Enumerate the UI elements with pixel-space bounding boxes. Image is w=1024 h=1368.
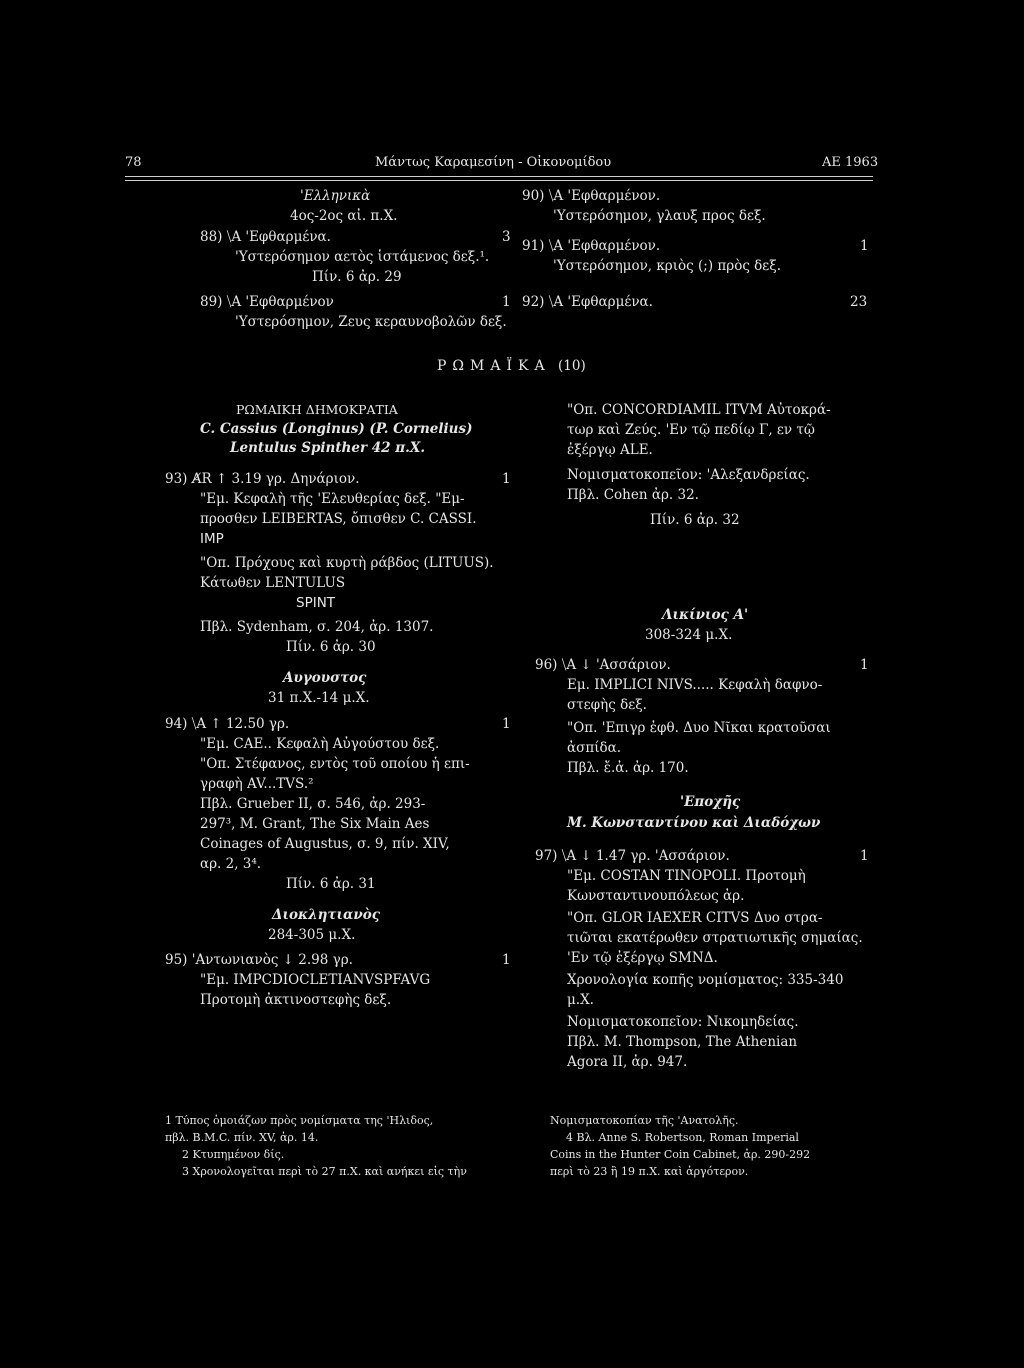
augustus-dates: 31 π.Χ.-14 μ.Χ. xyxy=(268,690,370,706)
page-number: 78 xyxy=(125,155,142,170)
entry-89-count: 1 xyxy=(502,294,511,310)
constantine-heading: Μ. Κωνσταντίνου καὶ Διαδόχων xyxy=(567,815,821,831)
header-rule-2 xyxy=(125,180,873,181)
licinius-heading: Λικίνιος Α' xyxy=(662,607,749,623)
entry-93-spint: SPINT xyxy=(296,595,336,611)
entry-97: 97) ⧹Α ↓ 1.47 γρ. 'Ασσάριον. xyxy=(535,848,730,864)
entry-88: 88) ⧹Α 'Εφθαρμένα. xyxy=(200,229,331,245)
entry-89: 89) ⧹Α 'Εφθαρμένον xyxy=(200,294,334,310)
running-head-journal: ΑΕ 1963 xyxy=(822,155,879,170)
footnote-3-cont: Νομισματοκοπίαν τῆς 'Ανατολῆς. xyxy=(550,1114,739,1127)
entry-93-imp: IMP xyxy=(200,531,224,547)
entry-95-reverse-2: τωρ καὶ Ζεύς. 'Εν τῷ πεδίῳ Γ, εν τῷ xyxy=(567,422,815,438)
moneyers-line2: Lentulus Spinther 42 π.Χ. xyxy=(230,440,426,456)
heading-ellinika: 'Ελληνικὰ xyxy=(300,188,371,204)
footnote-4-cont-2: περὶ τὸ 23 ἢ 19 π.Χ. καὶ ἀργότερον. xyxy=(550,1165,749,1178)
entry-94-count: 1 xyxy=(502,716,511,732)
entry-91-count: 1 xyxy=(860,238,869,254)
footnote-4: 4 Βλ. Anne S. Robertson, Roman Imperial xyxy=(566,1131,799,1144)
section-title: ΡΩΜΑΪΚΑ xyxy=(437,358,551,374)
period: 4ος-2ος αἰ. π.Χ. xyxy=(290,208,398,224)
entry-93-ref: Πβλ. Sydenham, σ. 204, ἀρ. 1307. xyxy=(200,619,434,635)
entry-96-obverse-2: στεφὴς δεξ. xyxy=(567,697,647,713)
entry-92-count: 23 xyxy=(850,294,868,310)
entry-94-ref-2: 297³, Μ. Grant, The Six Main Aes xyxy=(200,816,430,832)
entry-97-obverse-2: Κωνσταντινουπόλεως ἀρ. xyxy=(567,888,745,904)
entry-97-date-2: μ.Χ. xyxy=(567,992,594,1008)
diocletian-dates: 284-305 μ.Χ. xyxy=(268,927,356,943)
entry-94-ref-3: Coinages of Augustus, σ. 9, πίν. XIV, xyxy=(200,836,450,852)
entry-97-reverse: "Οπ. GLOR IAEXER CITVS Δυο στρα- xyxy=(567,910,823,926)
entry-96-count: 1 xyxy=(860,657,869,673)
entry-94-plate: Πίν. 6 ἀρ. 31 xyxy=(286,876,376,892)
entry-94-ref-4: αρ. 2, 3⁴. xyxy=(200,856,262,872)
entry-95-ref: Πβλ. Cohen ἀρ. 32. xyxy=(567,487,699,503)
entry-96: 96) ⧹Α ↓ 'Ασσάριον. xyxy=(535,657,671,673)
entry-91-line2: 'Υστερόσημον, κριὸς (;) πρὸς δεξ. xyxy=(553,258,782,274)
footnote-1-cont: πβλ. B.M.C. πίν. XV, ἀρ. 14. xyxy=(165,1131,319,1144)
footnote-3: 3 Χρονολογεῖται περὶ τὸ 27 π.Χ. καὶ ανήκει εἰς τὴν xyxy=(182,1165,467,1178)
entry-96-reverse-2: ἀσπίδα. xyxy=(567,740,622,756)
entry-93: 93) Α̸R ↑ 3.19 γρ. Δηνάριον. xyxy=(165,471,360,487)
republic-heading: ΡΩΜΑΙΚΗ ΔΗΜΟΚΡΑΤΙΑ xyxy=(236,402,398,417)
header-rule xyxy=(125,176,873,177)
entry-95-obverse-2: Προτομὴ ἀκτινοστεφὴς δεξ. xyxy=(200,992,392,1008)
entry-94-ref: Πβλ. Grueber II, σ. 546, ἀρ. 293- xyxy=(200,796,426,812)
entry-95-plate: Πίν. 6 ἀρ. 32 xyxy=(650,512,740,528)
entry-96-obverse: Εμ. IMPLICI NIVS..... Κεφαλὴ δαφνο- xyxy=(567,677,823,693)
entry-93-plate: Πίν. 6 ἀρ. 30 xyxy=(286,639,376,655)
section-count: (10) xyxy=(558,358,586,374)
entry-94-obverse: "Εμ. CAE.. Κεφαλὴ Αὐγούστου δεξ. xyxy=(200,736,440,752)
entry-88-plate: Πίν. 6 ἀρ. 29 xyxy=(312,269,402,285)
entry-90-line2: 'Υστερόσημον, γλαυξ προς δεξ. xyxy=(553,208,766,224)
entry-97-ref-2: Agora II, ἀρ. 947. xyxy=(567,1054,688,1070)
footnote-1: 1 Τύπος ὁμοιάζων πρὸς νομίσματα της 'Ηλιδος, xyxy=(165,1114,434,1127)
entry-95-reverse-3: ἐξέργῳ ALE. xyxy=(567,442,653,458)
entry-88-count: 3 xyxy=(502,229,511,245)
entry-93-count: 1 xyxy=(502,471,511,487)
entry-93-reverse-2: Κάτωθεν LENTULUS xyxy=(200,575,346,591)
entry-97-ref: Πβλ. Μ. Thompson, The Athenian xyxy=(567,1034,798,1050)
entry-90: 90) ⧹Α 'Εφθαρμένον. xyxy=(522,188,661,204)
entry-93-obverse-2: προσθεν LEIBERTAS, ὄπισθεν C. CASSI. xyxy=(200,511,477,527)
footnote-4-cont: Coins in the Hunter Coin Cabinet, ἀρ. 290-292 xyxy=(550,1148,811,1161)
entry-97-date: Χρονολογία κοπῆς νομίσματος: 335-340 xyxy=(567,972,844,988)
footnote-2: 2 Κτυπημένον δίς. xyxy=(182,1148,285,1161)
entry-94: 94) ⧹Α ↑ 12.50 γρ. xyxy=(165,716,290,732)
entry-92: 92) ⧹Α 'Εφθαρμένα. xyxy=(522,294,653,310)
moneyers-line1: C. Cassius (Longinus) (P. Cornelius) xyxy=(200,421,473,437)
entry-96-ref: Πβλ. ἔ.ἀ. ἀρ. 170. xyxy=(567,760,689,776)
licinius-dates: 308-324 μ.Χ. xyxy=(645,627,733,643)
entry-91: 91) ⧹Α 'Εφθαρμένον. xyxy=(522,238,661,254)
entry-97-exergue: 'Εν τῷ ἐξέργῳ SMNΔ. xyxy=(567,950,718,966)
running-head-authors: Μάντως Καραμεσίνη - Οἰκονομίδου xyxy=(375,155,612,170)
entry-94-reverse: "Οπ. Στέφανος, εντὸς τοῦ οποίου ἡ επι- xyxy=(200,756,470,772)
entry-95-reverse: "Οπ. CONCORDIAMIL ITVM Αὐτοκρά- xyxy=(567,402,831,418)
entry-97-count: 1 xyxy=(860,848,869,864)
entry-89-line2: 'Υστερόσημον, Ζευς κεραυνοβολῶν δεξ. xyxy=(235,314,507,330)
entry-95: 95) 'Αντωνιανὸς ↓ 2.98 γρ. xyxy=(165,952,353,968)
epoch-heading: 'Εποχῆς xyxy=(680,794,741,810)
entry-97-mint: Νομισματοκοπεῖον: Νικομηδείας. xyxy=(567,1014,799,1030)
augustus-heading: Αυγουστος xyxy=(283,670,367,686)
entry-93-reverse: "Οπ. Πρόχους καὶ κυρτὴ ράβδος (LITUUS). xyxy=(200,555,494,571)
entry-93-obverse: "Εμ. Κεφαλὴ τῆς 'Ελευθερίας δεξ. "Εμ- xyxy=(200,491,465,507)
diocletian-heading: Διοκλητιανὸς xyxy=(272,907,381,923)
entry-97-reverse-2: τιῶται εκατέρωθεν στρατιωτικῆς σημαίας. xyxy=(567,930,863,946)
entry-88-line2: 'Υστερόσημον αετὸς ἱστάμενος δεξ.¹. xyxy=(235,249,490,265)
entry-95-mint: Νομισματοκοπεῖον: 'Αλεξανδρείας. xyxy=(567,467,810,483)
entry-97-obverse: "Εμ. COSTAN TINOPOLI. Προτομὴ xyxy=(567,868,806,884)
entry-94-reverse-2: γραφὴ AV...TVS.² xyxy=(200,776,314,792)
entry-96-reverse: "Οπ. 'Επιγρ ἐφθ. Δυο Νῖκαι κρατοῦσαι xyxy=(567,720,831,736)
entry-95-count: 1 xyxy=(502,952,511,968)
entry-95-obverse: "Εμ. IMPCDIOCLETIANVSPFAVG xyxy=(200,972,431,988)
